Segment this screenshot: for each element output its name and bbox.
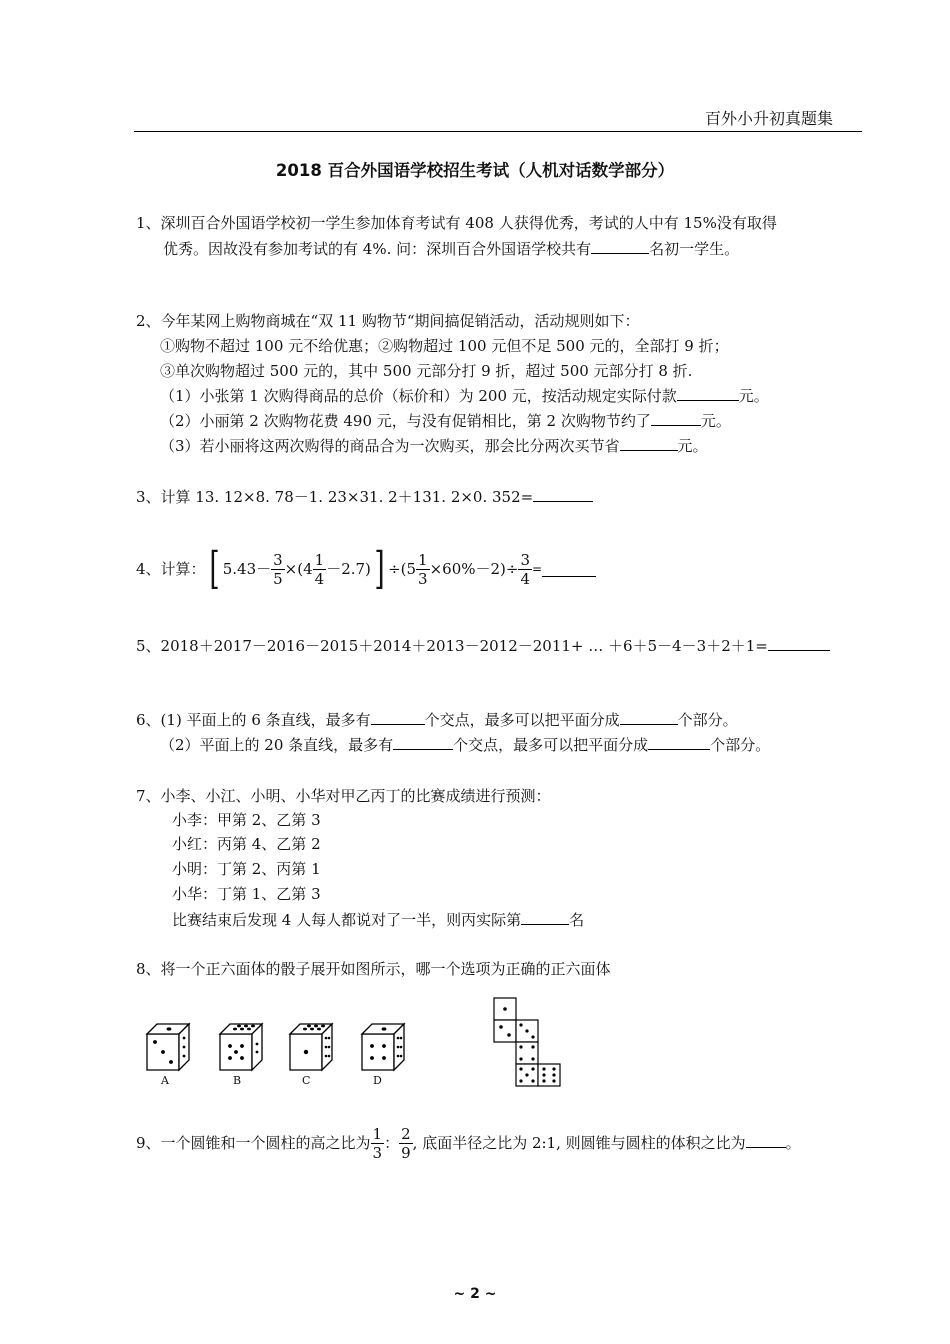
answer-blank[interactable] <box>651 411 701 426</box>
fraction: $\frac{2}{9}$ <box>401 1124 411 1162</box>
q3-line: 3、计算 13. 12×8. 78－1. 23×31. 2＋131. 2×0. 352= <box>136 487 593 507</box>
option-label-a: A <box>161 1074 169 1087</box>
dice-net-diagram <box>490 996 570 1092</box>
q7-line1: 7、小李、小江、小明、小华对甲乙丙丁的比赛成绩进行预测： <box>136 787 551 805</box>
q4-line: 4、计算：[ 5.43－ $\frac{3}{5}$ ×(4 $\frac{1}{4}$ －2.7)] ÷(5 $\frac{1}{3}$ ×60%－2)÷ $\frac{3}{4}$ = <box>136 546 596 596</box>
die-option-d[interactable] <box>358 1022 412 1076</box>
q7-line5: 小华：丁第 1、乙第 3 <box>172 885 321 903</box>
q7-line3: 小红：丙第 4、乙第 2 <box>172 835 321 853</box>
q9-line: 9、一个圆锥和一个圆柱的高之比为 $\frac{1}{3}$ ： $\frac{2}{9}$ , 底面半径之比为 2:1, 则圆锥与圆柱的体积之比为 。 <box>136 1124 801 1162</box>
q2-line2: ①购物不超过 100 元不给优惠；②购物超过 100 元但不足 500 元的，全部打 9 折； <box>160 337 729 355</box>
q8-line: 8、将一个正六面体的骰子展开如图所示，哪一个选项为正确的正六面体 <box>136 960 611 978</box>
q2-line1: 2、今年某网上购物商城在“双 11 购物节“期间搞促销活动，活动规则如下： <box>136 312 640 330</box>
fraction: $\frac{3}{4}$ <box>520 550 531 588</box>
q7-line2: 小李：甲第 2、乙第 3 <box>172 811 321 829</box>
header-title: 百外小升初真题集 <box>705 109 834 128</box>
left-bracket: [ <box>208 543 220 594</box>
q5-line: 5、2018＋2017－2016－2015＋2014＋2013－2012－2011+ … ＋6＋5－4－3＋2＋1= <box>136 636 830 656</box>
q2-line4: （1）小张第 1 次购得商品的总价（标价和）为 200 元，按活动规定实际付款 元。 <box>160 387 769 405</box>
header-rule <box>134 131 862 132</box>
option-label-c: C <box>302 1074 311 1087</box>
q6-line2: （2）平面上的 20 条直线，最多有 个交点，最多可以把平面分成 个部分。 <box>160 736 771 754</box>
die-option-c[interactable] <box>286 1022 340 1076</box>
answer-blank[interactable] <box>393 735 453 750</box>
fraction: $\frac{1}{3}$ <box>372 1124 383 1162</box>
answer-blank[interactable] <box>746 1139 786 1148</box>
fraction: $\frac{1}{4}$ <box>314 550 325 588</box>
document-title: 2018 百合外国语学校招生考试（人机对话数学部分） <box>275 161 675 180</box>
answer-blank[interactable] <box>371 710 425 725</box>
die-option-b[interactable] <box>216 1022 270 1076</box>
option-label-b: B <box>233 1074 242 1087</box>
answer-blank[interactable] <box>542 562 596 577</box>
q7-line4: 小明：丁第 2、丙第 1 <box>172 860 321 878</box>
q2-line5: （2）小丽第 2 次购物花费 490 元，与没有促销相比，第 2 次购物节约了 元。 <box>160 412 731 430</box>
q6-line1: 6、(1) 平面上的 6 条直线，最多有 个交点，最多可以把平面分成 个部分。 <box>136 711 738 729</box>
answer-blank[interactable] <box>768 636 830 651</box>
answer-blank[interactable] <box>677 386 739 401</box>
option-label-d: D <box>373 1074 382 1087</box>
page-number: ~ 2 ~ <box>453 1286 497 1302</box>
answer-blank[interactable] <box>591 239 649 254</box>
die-option-a[interactable] <box>143 1022 197 1076</box>
answer-blank[interactable] <box>648 735 710 750</box>
q1-line2: 优秀。因故没有参加考试的有 4%. 问：深圳百合外国语学校共有 名初一学生。 <box>163 240 740 258</box>
q2-line6: （3）若小丽将这两次购得的商品合为一次购买，那会比分两次买节省 元。 <box>160 437 708 455</box>
q7-line6: 比赛结束后发现 4 人每人都说对了一半，则丙实际第 名 <box>172 911 585 929</box>
right-bracket: ] <box>374 543 385 594</box>
answer-blank[interactable] <box>521 910 569 925</box>
q1-line1: 1、深圳百合外国语学校初一学生参加体育考试有 408 人获得优秀，考试的人中有 15%没有取得 <box>136 214 777 232</box>
fraction: $\frac{1}{3}$ <box>418 550 428 588</box>
answer-blank[interactable] <box>533 487 593 502</box>
answer-blank[interactable] <box>620 710 678 725</box>
fraction: $\frac{3}{5}$ <box>273 550 283 588</box>
q2-line3: ③单次购物超过 500 元的，其中 500 元部分打 9 折，超过 500 元部分打 8 折. <box>160 362 693 380</box>
answer-blank[interactable] <box>620 436 678 451</box>
